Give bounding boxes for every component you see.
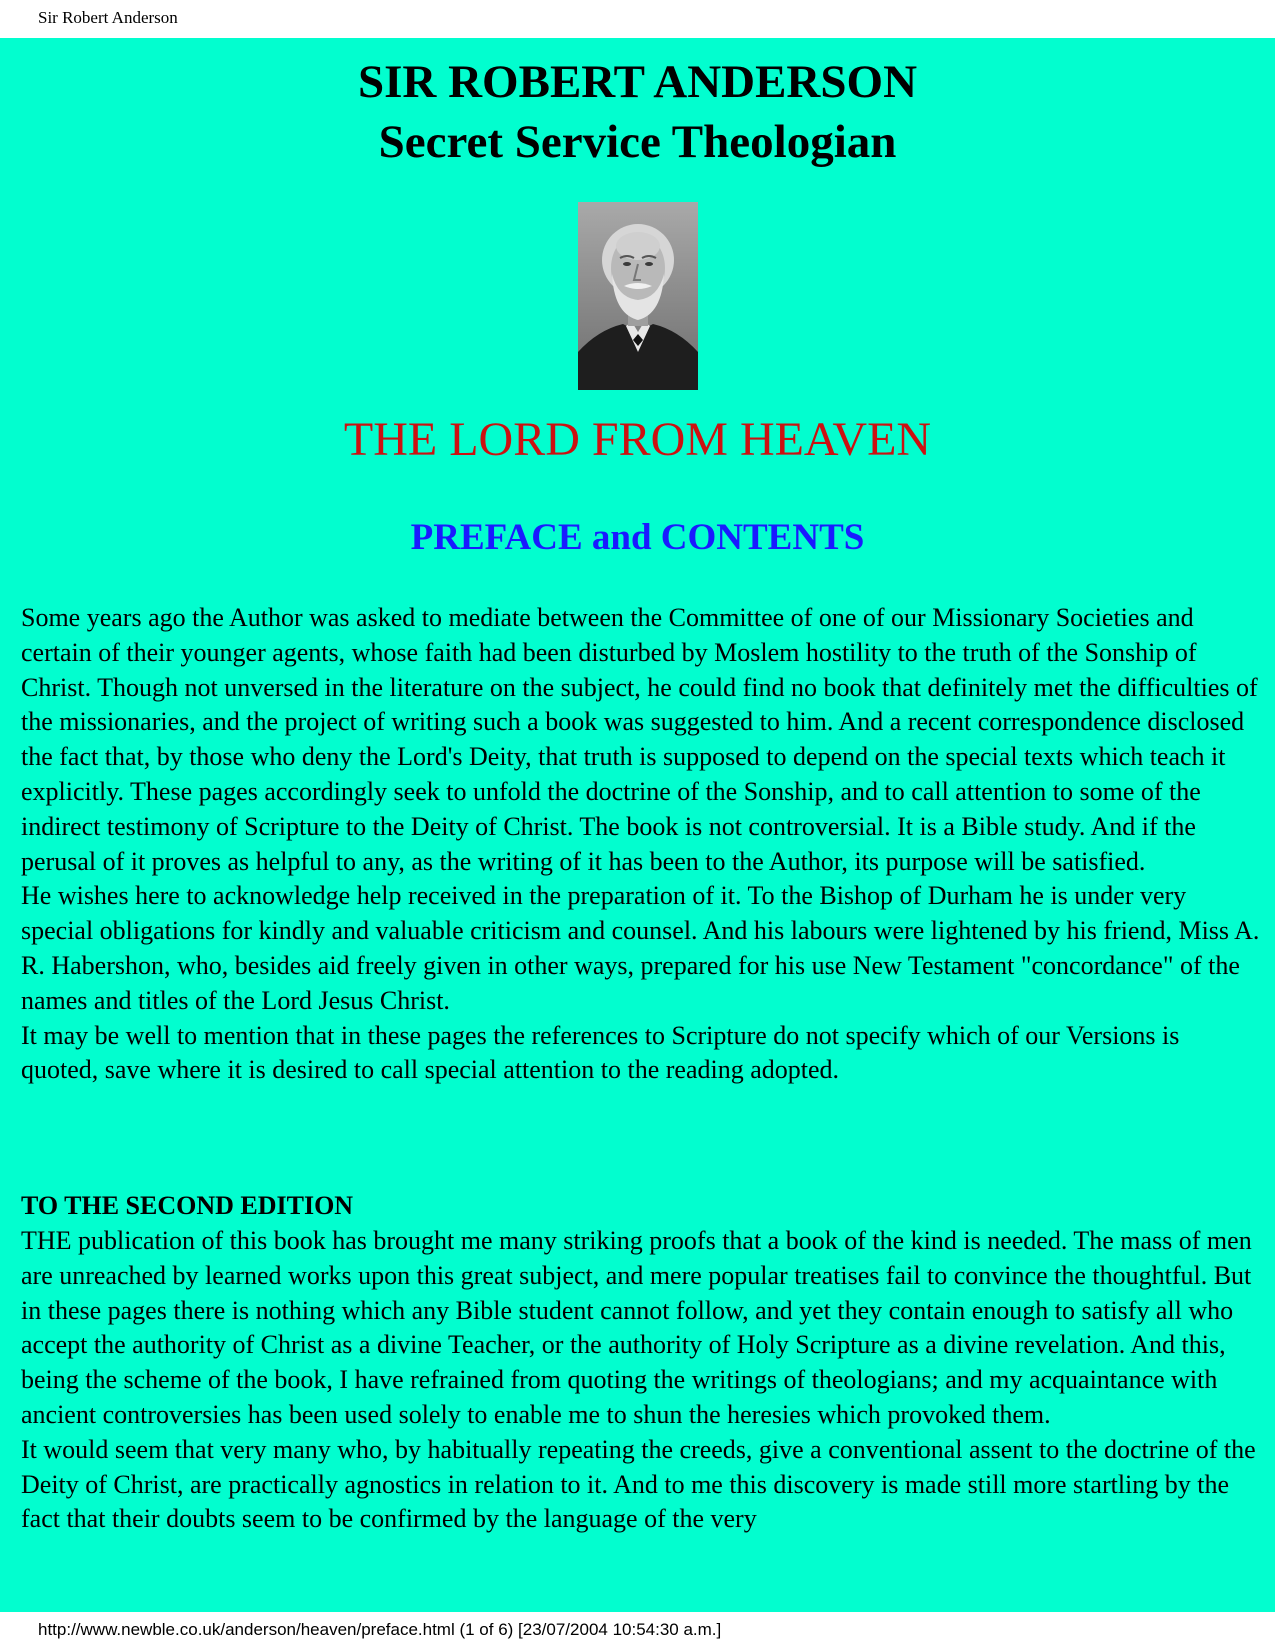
preface-paragraph: It may be well to mention that in these pages the references to Scripture do not specify which of our Versions is quoted, save where it is desired to call special attention to the reading adopted. <box>21 1020 1180 1085</box>
preface-heading: PREFACE and CONTENTS <box>410 517 865 558</box>
preface-paragraph: He wishes here to acknowledge help received in the preparation of it. To the Bishop of Durham he is under very special obligations for kindly and valuable criticism and counsel. And his labours were lightened by his friend, Miss A. R. Habershon, who, besides aid freely given in other ways, prepared for his use New Testament "concordance" of the names and titles of the Lord Jesus Christ. <box>21 881 1260 1015</box>
page-content <box>0 38 1275 1612</box>
second-edition-text <box>21 1224 1261 1537</box>
portrait-photo <box>578 202 698 390</box>
preface-paragraph: Some years ago the Author was asked to mediate between the Committee of one of our Missionary Societies and certain of their younger agents, whose faith had been disturbed by Moslem hostility to the truth of the Sonship of Christ. Though not unversed in the literature on the subject, he could find no book that definitely met the difficulties of the missionaries, and the project of writing such a book was suggested to him. And a recent correspondence disclosed the fact that, by those who deny the Lord's Deity, that truth is supposed to depend on the special texts which teach it explicitly. These pages accordingly seek to unfold the doctrine of the Sonship, and to call attention to some of the indirect testimony of Scripture to the Deity of Christ. The book is not controversial. It is a Bible study. And if the perusal of it proves as helpful to any, as the writing of it has been to the Author, its purpose will be satisfied. <box>21 603 1258 876</box>
portrait-photo-image <box>578 202 698 390</box>
page-title: SIR ROBERT ANDERSON <box>357 56 918 108</box>
book-title: THE LORD FROM HEAVEN <box>343 413 932 466</box>
print-footer-url: http://www.newble.co.uk/anderson/heaven/preface.html (1 of 6) [23/07/2004 10:54:30 a.m.] <box>38 1620 722 1639</box>
second-edition-heading: TO THE SECOND EDITION <box>21 1191 354 1220</box>
second-edition-paragraph: It would seem that very many who, by habitually repeating the creeds, give a conventional assent to the doctrine of the Deity of Christ, are practically agnostics in relation to it. And to me this discovery is made still more startling by the fact that their doubts seem to be confirmed by the language of the very <box>21 1434 1256 1534</box>
print-header: Sir Robert Anderson <box>38 8 178 27</box>
page-subtitle: Secret Service Theologian <box>378 116 897 168</box>
second-edition-paragraph: THE publication of this book has brought me many striking proofs that a book of the kind is needed. The mass of men are unreached by learned works upon this great subject, and mere popular treatises fail to convince the thoughtful. But in these pages there is nothing which any Bible student cannot follow, and yet they contain enough to satisfy all who accept the authority of Christ as a divine Teacher, or the authority of Holy Scripture as a divine revelation. And this, being the scheme of the book, I have refrained from quoting the writings of theologians; and my acquaintance with ancient controversies has been used solely to enable me to shun the heresies which provoked them. <box>21 1226 1252 1429</box>
preface-text <box>21 601 1261 1088</box>
